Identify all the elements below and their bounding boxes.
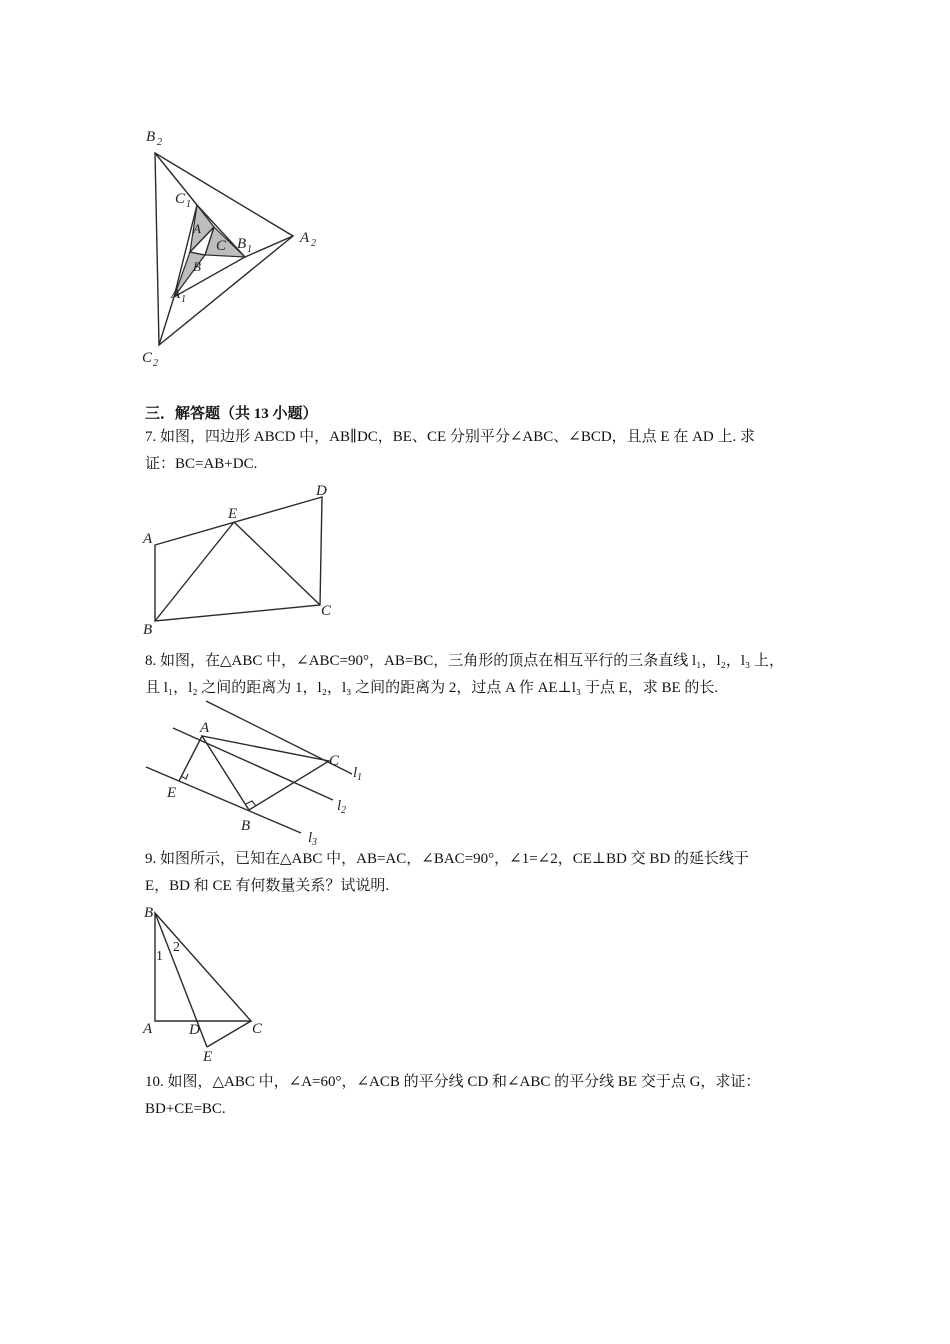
label-a: A (143, 531, 153, 547)
question-10-line-1: 10. 如图，△ABC 中，∠A=60°，∠ACB 的平分线 CD 和∠ABC 的平分线 BE 交于点 G，求证： (145, 1074, 761, 1090)
label-a2: A (300, 230, 310, 246)
label-a1-sub: 1 (181, 294, 186, 305)
question-9 (145, 846, 815, 900)
label-b2: B (146, 129, 156, 145)
label-angle-2: 2 (173, 940, 180, 955)
label-l2: l (337, 798, 342, 814)
label-d: D (316, 483, 327, 499)
label-l3-sub: 3 (312, 837, 317, 848)
label-c2: C (142, 350, 153, 366)
label-l2-sub: 2 (341, 805, 346, 816)
label-b1: B (237, 236, 247, 252)
label-a: A (200, 720, 210, 736)
label-e: E (228, 506, 238, 522)
figure-q7-quadrilateral (135, 478, 345, 643)
label-b: B (241, 818, 251, 834)
question-7-line-1: 7. 如图，四边形 ABCD 中，AB∥DC，BE、CE 分别平分∠ABC、∠BCD，且点 E 在 AD 上. 求 (145, 429, 756, 445)
section-heading: 三．解答题（共 13 小题） (145, 406, 318, 422)
label-b: B (143, 622, 153, 638)
label-l3: l (308, 830, 313, 846)
label-l1: l (353, 765, 358, 781)
label-c: C (321, 603, 332, 619)
label-c: C (252, 1021, 263, 1037)
label-a2-sub: 2 (311, 238, 316, 249)
label-b: B (193, 259, 201, 274)
label-angle-1: 1 (156, 949, 163, 964)
label-b2-sub: 2 (157, 137, 162, 148)
label-a: A (143, 1021, 153, 1037)
question-10-line-2: BD+CE=BC. (145, 1101, 226, 1117)
question-8-line-2: 且 l₁，l₂ 之间的距离为 1，l₂，l₃ 之间的距离为 2，过点 A 作 AE⊥l₃ 于点 E，求 BE 的长. (145, 680, 719, 696)
quadrilateral-abcd (155, 497, 322, 621)
label-e: E (167, 785, 177, 801)
label-a1: A (171, 286, 181, 302)
label-c2-sub: 2 (153, 358, 158, 369)
question-9-line-2: E，BD 和 CE 有何数量关系？试说明. (145, 878, 390, 894)
segment-ce (207, 1021, 251, 1047)
right-angle-b (246, 801, 256, 806)
label-d: D (189, 1022, 200, 1038)
label-b: B (144, 905, 154, 921)
question-7-line-2: 证：BC=AB+DC. (145, 456, 258, 472)
segment-ae (179, 736, 202, 781)
label-l1-sub: 1 (357, 772, 362, 783)
triangle-abc (155, 913, 251, 1021)
question-7 (145, 424, 815, 478)
question-8-line-1: 8. 如图，在△ABC 中，∠ABC=90°，AB=BC，三角形的顶点在相互平行的三条直线 l₁，l₂，l₃ 上， (145, 653, 784, 669)
segment-ce (234, 522, 320, 605)
label-c: C (329, 753, 340, 769)
segment-be (155, 522, 234, 621)
question-10 (145, 1069, 815, 1123)
label-c1-sub: 1 (186, 199, 191, 210)
label-c1: C (175, 191, 186, 207)
figure-q9-right-triangle (140, 900, 270, 1065)
label-c: C (216, 238, 227, 254)
label-a: A (193, 221, 201, 236)
question-9-line-1: 9. 如图所示，已知在△ABC 中，AB=AC，∠BAC=90°，∠1=∠2，CE⊥BD 交 BD 的延长线于 (145, 851, 749, 867)
label-e: E (203, 1049, 213, 1065)
question-8 (145, 648, 815, 702)
figure-q8-parallel-lines (140, 700, 370, 850)
figure-nested-triangles (130, 120, 330, 380)
label-b1-sub: 1 (247, 244, 252, 255)
